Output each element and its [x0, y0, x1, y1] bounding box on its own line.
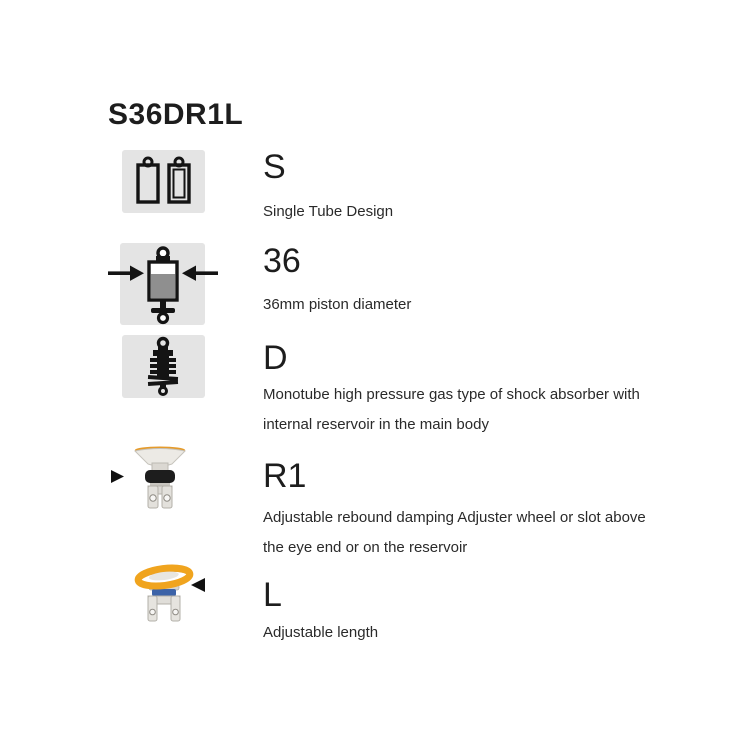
pointer-arrow-icon	[191, 578, 205, 592]
left-arrow-icon	[108, 266, 144, 281]
code-description-36: 36mm piston diameter	[263, 296, 412, 313]
single-tube-design-icon	[122, 150, 205, 213]
rebound-adjuster-wheel-photo	[104, 446, 205, 510]
code-description-r1: Adjustable rebound damping Adjuster wheel or slot above the eye end or on the reservoir	[263, 509, 646, 556]
pointer-arrow-icon	[111, 470, 124, 483]
code-description-d: Monotube high pressure gas type of shock absorber with internal reservoir in the main body	[263, 386, 640, 433]
code-number-36: 36	[263, 242, 301, 280]
right-arrow-icon	[182, 266, 218, 281]
code-description-s: Single Tube Design	[263, 203, 394, 220]
length-adjuster-ring-photo	[118, 563, 226, 625]
code-letter-l: L	[263, 576, 282, 614]
code-letter-r1: R1	[263, 457, 307, 495]
page-title: S36DR1L	[108, 98, 244, 131]
monotube-shock-absorber-icon	[122, 335, 205, 398]
piston-diameter-icon	[104, 244, 222, 324]
code-letter-s: S	[263, 148, 286, 186]
code-description-l: Adjustable length	[263, 624, 379, 641]
code-letter-d: D	[263, 339, 288, 377]
